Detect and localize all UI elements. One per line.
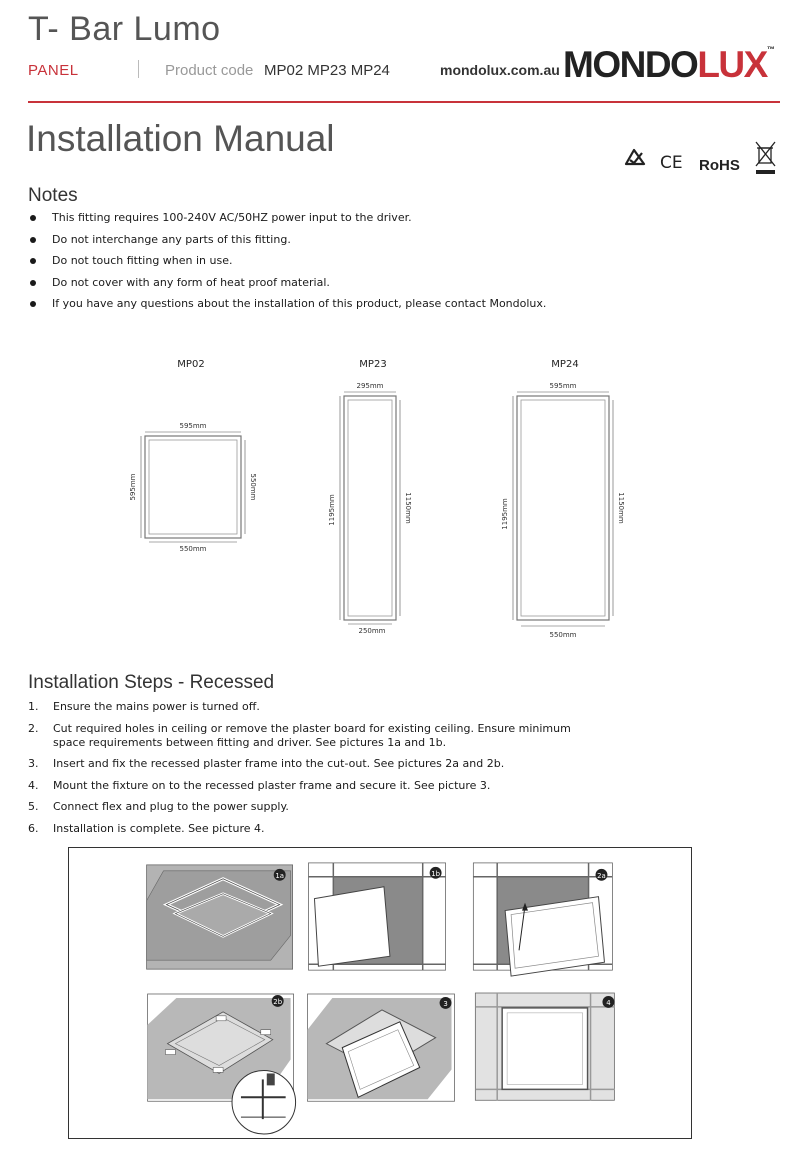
note-item: Do not touch fitting when in use. <box>28 253 768 275</box>
product-code-value: MP02 MP23 MP24 <box>264 62 390 79</box>
step-item: 2. Cut required holes in ceiling or remove the plaster board for existing ceiling. Ensure minimum space requirements between fitting and driver. See pictures 1a and 1b. <box>28 721 571 749</box>
divider <box>138 60 139 78</box>
svg-text:550mm: 550mm <box>179 545 207 553</box>
installation-figures <box>68 847 692 1139</box>
note-item: If you have any questions about the installation of this product, please contact Mondolux. <box>28 296 768 318</box>
svg-text:295mm: 295mm <box>356 382 384 390</box>
svg-text:250mm: 250mm <box>358 627 386 635</box>
notes-list <box>28 210 768 318</box>
mp23-diagram <box>328 359 412 635</box>
steps-heading: Installation Steps - Recessed <box>28 672 275 693</box>
category-label: PANEL <box>28 62 79 79</box>
note-item: This fitting requires 100-240V AC/50HZ power input to the driver. <box>28 210 768 232</box>
svg-text:2b: 2b <box>273 997 283 1006</box>
header-rule <box>28 101 780 103</box>
svg-text:2a: 2a <box>597 871 606 880</box>
note-item: Do not interchange any parts of this fitting. <box>28 232 768 254</box>
svg-text:MP24: MP24 <box>551 359 579 370</box>
svg-text:4: 4 <box>606 998 611 1007</box>
svg-text:1150mm: 1150mm <box>617 492 625 524</box>
rohs-mark-icon <box>699 157 740 174</box>
svg-text:1195mm: 1195mm <box>328 494 336 526</box>
step-item: 4. Mount the fixture on to the recessed plaster frame and secure it. See picture 3. <box>28 778 491 792</box>
step-item: 1. Ensure the mains power is turned off. <box>28 700 260 713</box>
picture-4 <box>475 993 614 1100</box>
picture-2b <box>148 994 296 1134</box>
svg-text:MP23: MP23 <box>359 359 387 370</box>
svg-text:RoHS: RoHS <box>699 157 740 174</box>
svg-text:550mm: 550mm <box>549 631 577 639</box>
ce-mark-icon <box>660 153 683 173</box>
svg-text:1a: 1a <box>275 871 285 880</box>
picture-1b <box>308 863 445 970</box>
svg-text:595mm: 595mm <box>129 473 137 501</box>
rcm-mark-icon <box>626 150 644 164</box>
picture-3 <box>308 994 455 1101</box>
svg-text:3: 3 <box>443 999 448 1008</box>
picture-2a <box>473 863 612 976</box>
step-item: 3. Insert and fix the recessed plaster frame into the cut-out. See pictures 2a and 2b. <box>28 757 505 770</box>
svg-text:1195mm: 1195mm <box>501 498 509 530</box>
weee-bin-icon <box>756 142 775 174</box>
certification-icons <box>622 140 782 180</box>
svg-text:1150mm: 1150mm <box>404 492 412 524</box>
notes-heading: Notes <box>28 185 78 206</box>
website-link[interactable]: mondolux.com.au <box>440 62 560 78</box>
step-item: 5. Connect flex and plug to the power supply. <box>28 800 289 813</box>
mondolux-logo: MONDOLUX™ <box>563 44 775 85</box>
product-code-label: Product code <box>165 62 254 79</box>
document-title: T- Bar Lumo <box>28 10 221 48</box>
note-item: Do not cover with any form of heat proof material. <box>28 275 768 297</box>
mp02-diagram <box>129 359 257 553</box>
svg-text:550mm: 550mm <box>249 473 257 501</box>
manual-title: Installation Manual <box>26 118 335 159</box>
picture-1a <box>147 865 293 969</box>
step-item: 6. Installation is complete. See picture 4. <box>28 821 265 835</box>
svg-text:MP02: MP02 <box>177 359 205 370</box>
svg-text:CE: CE <box>660 153 683 173</box>
svg-text:595mm: 595mm <box>549 382 577 390</box>
svg-text:595mm: 595mm <box>179 422 207 430</box>
svg-text:1b: 1b <box>431 869 441 878</box>
steps-list <box>28 700 768 843</box>
mp24-diagram <box>501 359 625 639</box>
dimension-diagrams <box>0 350 808 650</box>
